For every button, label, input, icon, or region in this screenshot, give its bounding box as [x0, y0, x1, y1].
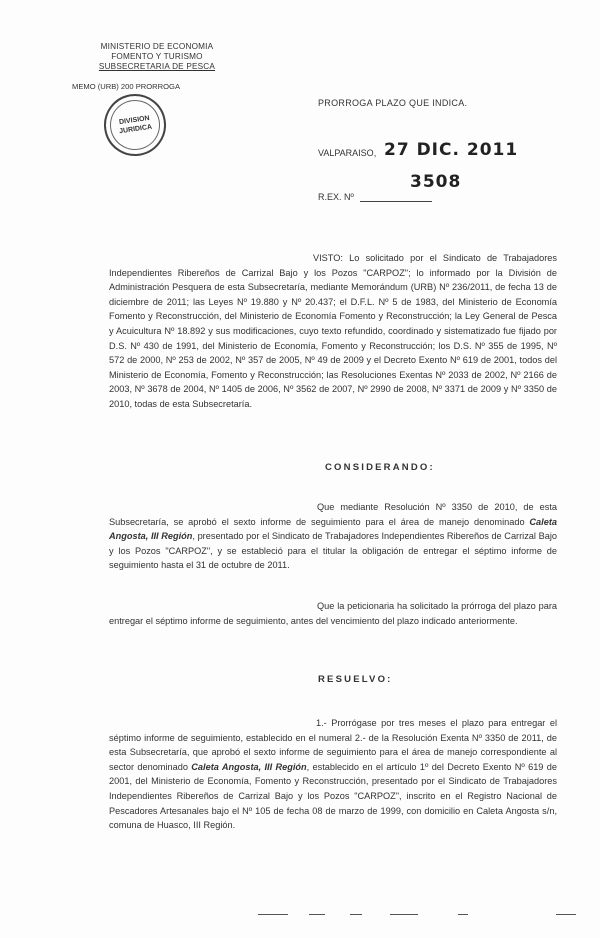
- resolution-underline: [360, 201, 432, 202]
- visto-paragraph: [109, 251, 557, 412]
- resuelvo-p1-c: , establecido en el artículo 1º del Decreto Exento Nº 619 de 2001, del Ministerio de Economía, Fomento y Reconstrucción, presentado por el Sindicato de Trabajadores Independientes Ribereños de Carrizal Bajo y los Pozos "CARPOZ", inscrito en el Registro Nacional de Pescadores Artesanales bajo el Nº 105 de fecha 08 de marzo de 1999, con domicilio en Caleta Angosta s/n, comuna de Huasco, III Región.: [109, 761, 557, 831]
- ministry-line: MINISTERIO DE ECONOMIA: [100, 42, 214, 51]
- resolution-label: R.EX. Nº: [318, 192, 354, 202]
- document-subject: PRORROGA PLAZO QUE INDICA.: [318, 98, 468, 108]
- visto-text: VISTO: Lo solicitado por el Sindicato de Trabajadores Independientes Ribereños de Carrizal Bajo y los Pozos "CARPOZ"; lo informado por la División de Administración Pesquera de esta Subsecretaría, mediante Memorándum (URB) Nº 236/2011, de fecha 13 de diciembre de 2011; las Leyes Nº 19.880 y Nº 20.437; el D.F.L. Nº 5 de 1983, del Ministerio de Economía Fomento y Reconstrucción, del Ministerio de Economía Fomento y Reconstrucción; la Ley General de Pesca y Acuicultura Nº 18.892 y sus modificaciones, cuyo texto refundido, coordinado y sistematizado fue fijado por D.S. Nº 430 de 1991, del Ministerio de Economía, Fomento y Reconstrucción; los D.S. Nº 355 de 1995, Nº 572 de 2000, Nº 253 de 2002, Nº 357 de 2005, Nº 49 de 2009 y el Decreto Exento Nº 619 de 2001, todos del Ministerio de Economía, Fomento y Reconstrucción; las Resoluciones Exentas Nº 2033 de 2002, Nº 2166 de 2003, Nº 3678 de 2004, Nº 1405 de 2006, Nº 3562 de 2007, Nº 2990 de 2008, Nº 3371 de 2009 y Nº 3350 de 2010, todas de esta Subsecretaría.: [109, 253, 557, 409]
- considerando-p1-a: Que mediante Resolución Nº 3350 de 2010, de esta Subsecretaría, se aprobó el sexto informe de seguimiento para el área de manejo denominado: [109, 502, 557, 527]
- date-stamp: 27 DIC. 2011: [384, 140, 519, 160]
- considerando-p1-c: , presentado por el Sindicato de Trabajadores Independientes Ribereños de Carrizal Bajo y los Pozos "CARPOZ", y se estableció para el titular la obligación de entregar el séptimo informe de seguimiento hasta el 31 de octubre de 2011.: [109, 531, 557, 571]
- stamp-line-2: JURIDICA: [118, 123, 153, 136]
- issuer-header: [72, 42, 242, 72]
- ministry-subline: FOMENTO Y TURISMO: [111, 52, 203, 61]
- resolution-number: 3508: [410, 172, 462, 192]
- considerando-heading: CONSIDERANDO:: [325, 462, 435, 473]
- resuelvo-p1-a: 1.- Prorrógase por tres meses el plazo para entregar el séptimo informe de seguimiento, establecido en el numeral 2.- de la Resolución Exenta Nº 3350 de 2011, de esta Subsecretaría, que aprobó el sexto informe de seguimiento para el área de manejo correspondiente al sector denominado: [109, 718, 557, 772]
- considerando-paragraph-1: [109, 500, 557, 573]
- place-label: VALPARAISO,: [318, 148, 377, 158]
- resuelvo-heading: RESUELVO:: [318, 674, 393, 685]
- subsecretaria-line: SUBSECRETARIA DE PESCA: [98, 62, 216, 71]
- resuelvo-p1-place: Caleta Angosta, III Región: [191, 761, 307, 772]
- considerando-p1-place: Caleta Angosta, III Región: [109, 516, 557, 542]
- footer-mark-1: [258, 914, 288, 915]
- division-stamp: [100, 90, 170, 160]
- stamp-line-1: DIVISION: [118, 114, 151, 127]
- footer-mark-2: [309, 914, 325, 915]
- memo-reference: MEMO (URB) 200 PRORROGA: [72, 82, 181, 91]
- footer-mark-3: [350, 914, 362, 915]
- footer-mark-6: [556, 914, 576, 915]
- footer-mark-4: [390, 914, 418, 915]
- footer-mark-5: [458, 914, 468, 915]
- considerando-paragraph-2: [109, 599, 557, 628]
- resuelvo-paragraph-1: [109, 716, 557, 833]
- considerando-p2: Que la peticionaria ha solicitado la prórroga del plazo para entregar el séptimo informe de seguimiento, antes del vencimiento del plazo indicado anteriormente.: [109, 601, 557, 626]
